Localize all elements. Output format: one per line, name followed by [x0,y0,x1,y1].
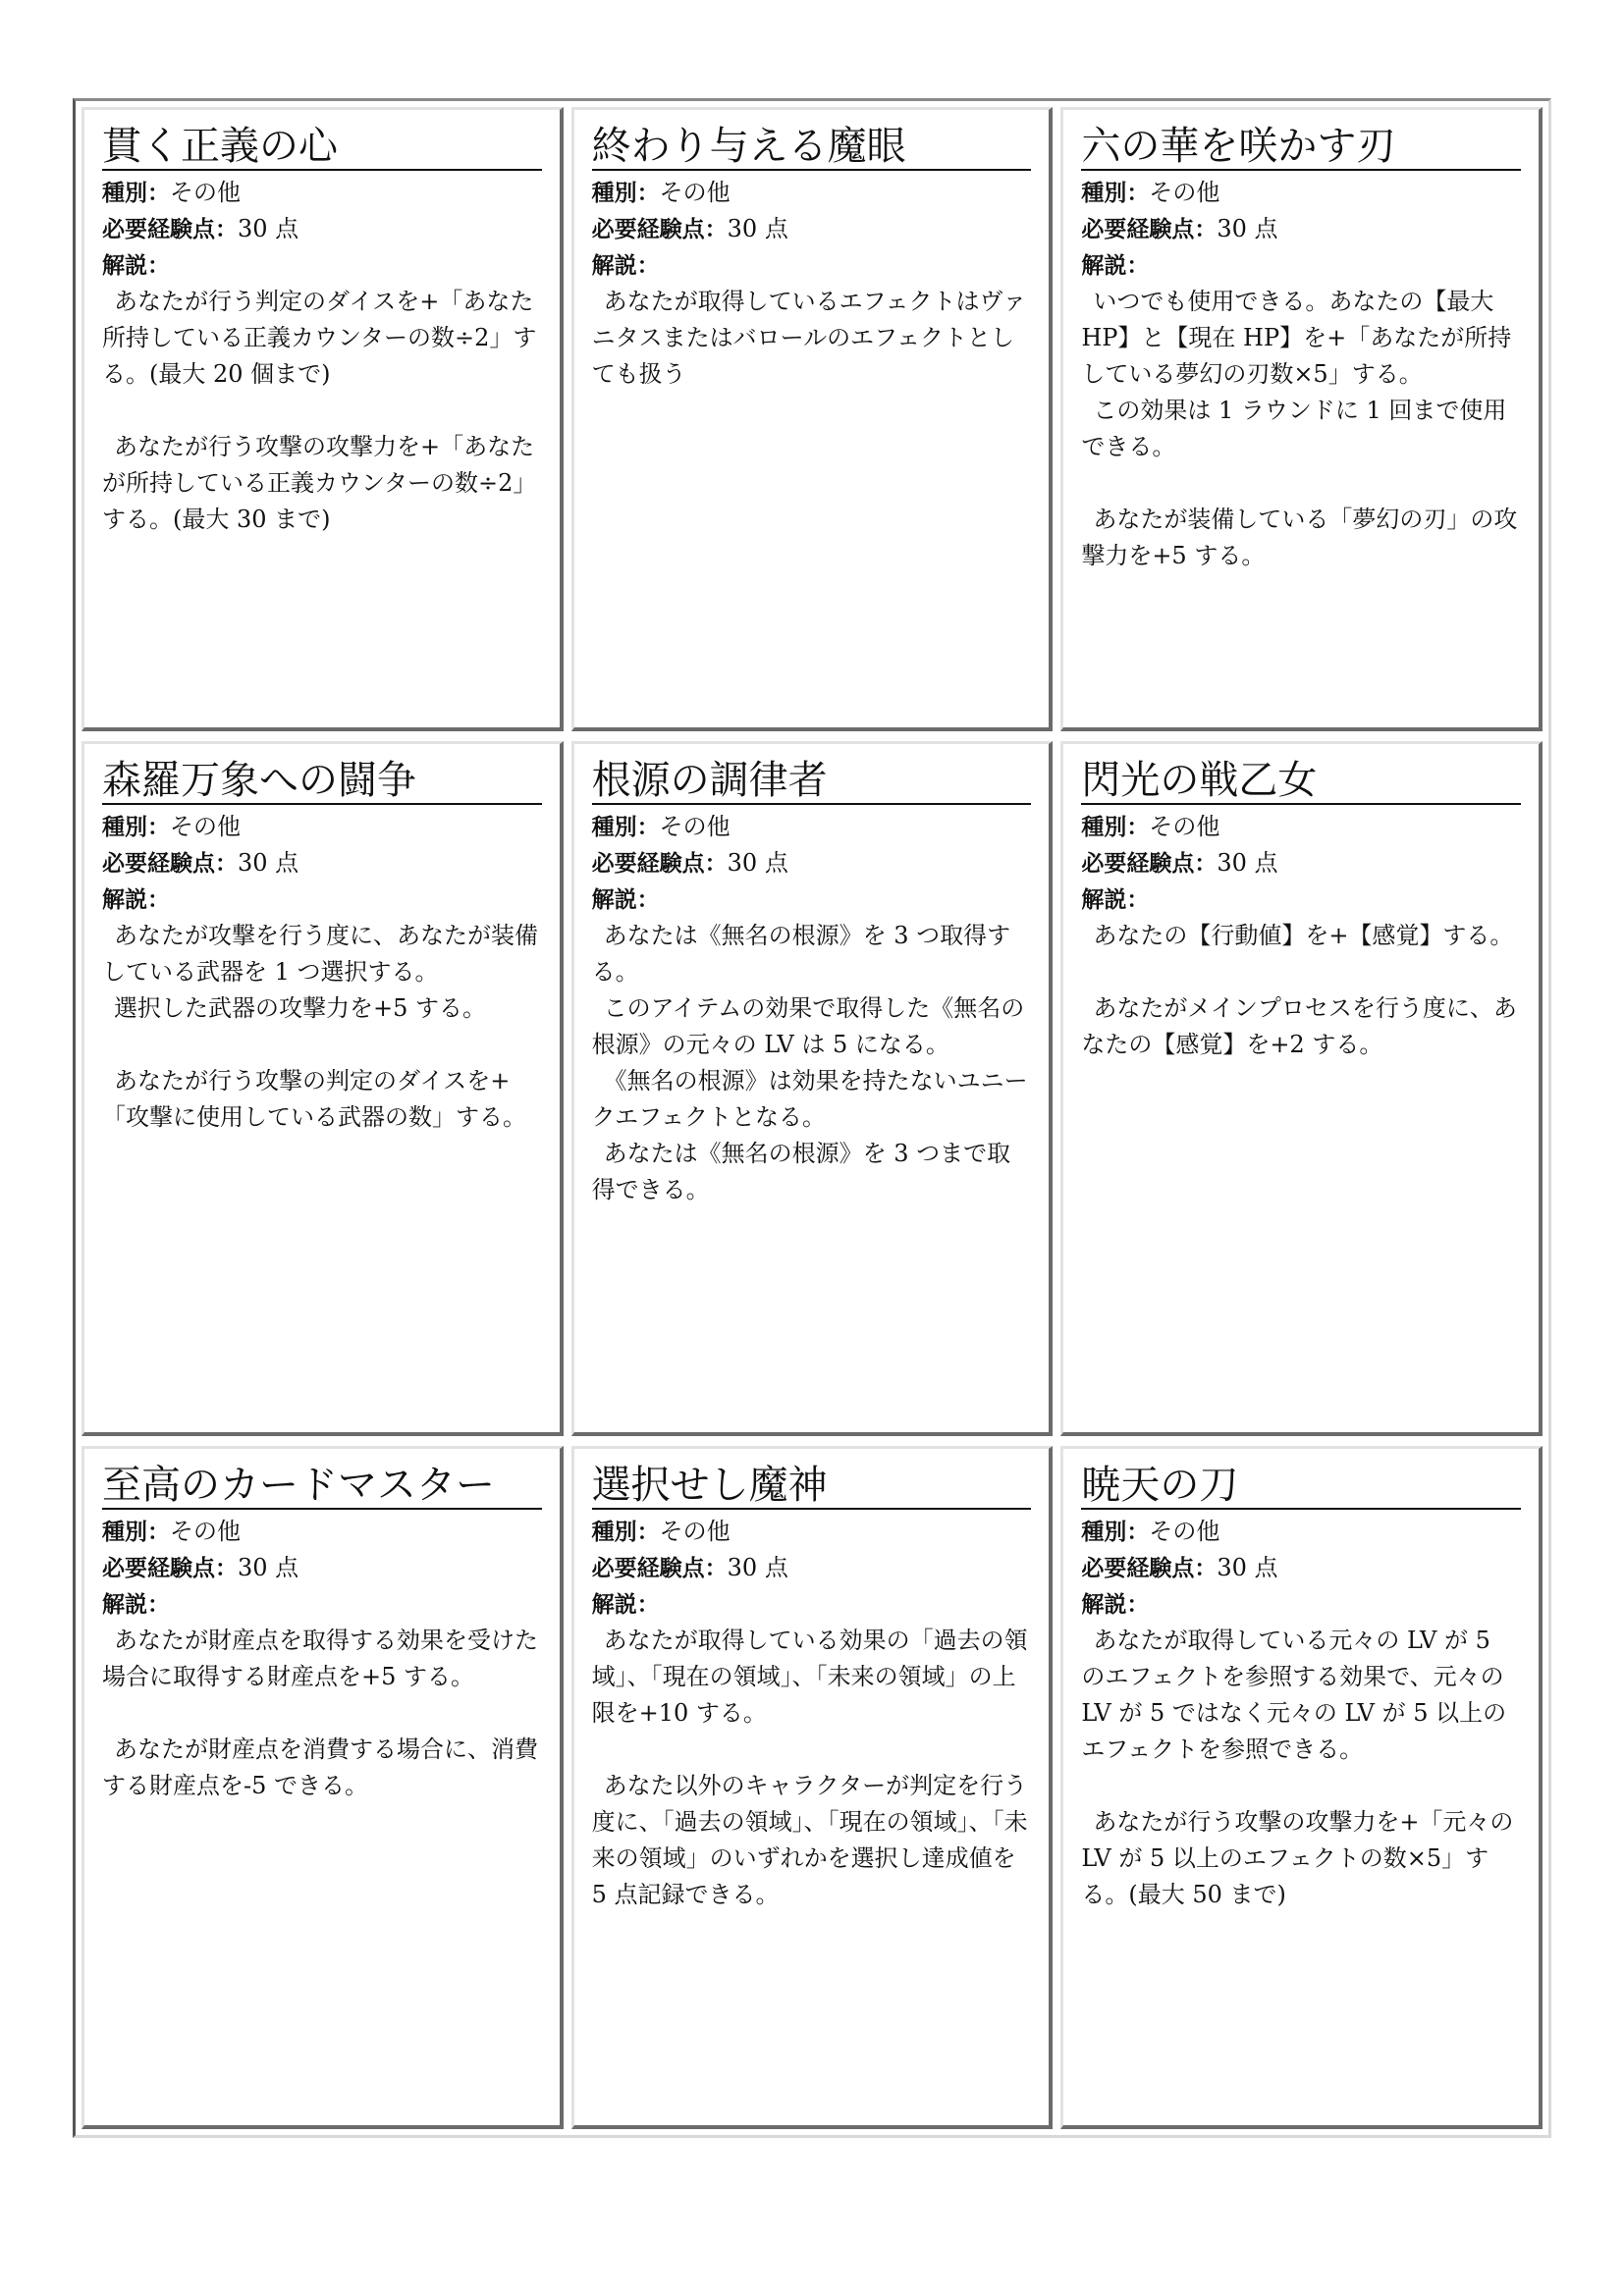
desc-row [1081,881,1521,918]
xp-label: 必要経験点： [102,1556,238,1581]
kind-value: その他 [170,813,241,840]
kind-label: 種別： [102,815,170,840]
item-card [81,1446,564,2129]
description-body [1081,284,1521,574]
xp-row [102,1550,542,1586]
description-paragraph: あなた以外のキャラクターが判定を行う度に、「過去の領域」、「現在の領域」、「未来の領域」のいずれかを選択し達成値を 5 点記録できる。 [591,1772,1028,1908]
xp-row [1081,211,1521,247]
description-body [102,918,542,1136]
description-body [592,1623,1032,1913]
xp-value: 30 点 [727,1554,788,1581]
paragraph-gap [102,393,542,429]
desc-label: 解説： [102,887,170,913]
description-paragraph: あなたの【行動値】を+【感覚】する。 [1093,922,1514,949]
kind-label: 種別： [1081,815,1150,840]
xp-value: 30 点 [727,215,788,242]
kind-label: 種別： [1081,1520,1150,1545]
item-card [81,107,564,731]
kind-value: その他 [170,179,241,206]
kind-row [592,1514,1032,1550]
xp-row [102,845,542,881]
xp-row [592,845,1032,881]
kind-row [592,809,1032,845]
description-paragraph: あなたが取得している効果の「過去の領域」、「現在の領域」、「未来の領域」の上限を+10 する。 [591,1627,1028,1727]
card-title: 選択せし魔神 [592,1463,1032,1510]
description-body [102,284,542,538]
xp-row [592,211,1032,247]
card-title: 貫く正義の心 [102,124,542,171]
xp-row [102,211,542,247]
xp-row [1081,845,1521,881]
paragraph-gap [1081,954,1521,990]
description-paragraph: あなたが財産点を取得する効果を受けた場合に取得する財産点を+5 する。 [102,1627,538,1690]
kind-label: 種別： [591,181,660,206]
desc-row [102,881,542,918]
paragraph-gap [102,1695,542,1732]
xp-value: 30 点 [1217,215,1278,242]
paragraph-gap [592,1732,1032,1768]
xp-label: 必要経験点： [591,851,728,877]
desc-label: 解説： [1081,887,1150,913]
description-paragraph: あなたは《無名の根源》を 3 つまで取得できる。 [591,1140,1011,1203]
description-paragraph: あなたが行う攻撃の攻撃力を+「元々の LV が 5 以上のエフェクトの数×5」する。(最大 50 まで) [1081,1808,1514,1908]
description-paragraph: あなたが取得している元々の LV が 5 のエフェクトを参照する効果で、元々の LV が 5 ではなく元々の LV が 5 以上のエフェクトを参照できる。 [1081,1627,1507,1763]
kind-value: その他 [1149,813,1220,840]
kind-row [1081,1514,1521,1550]
desc-label: 解説： [1081,253,1150,279]
description-paragraph: このアイテムの効果で取得した《無名の根源》の元々の LV は 5 になる。 [591,994,1025,1058]
kind-row [1081,175,1521,211]
card-title: 六の華を咲かす刃 [1081,124,1521,171]
kind-value: その他 [170,1518,241,1545]
xp-label: 必要経験点： [1081,851,1218,877]
card-sheet [73,98,1551,2138]
kind-value: その他 [659,179,731,206]
card-grid [81,107,1543,2129]
description-body [102,1623,542,1804]
xp-row [592,1550,1032,1586]
xp-label: 必要経験点： [102,851,238,877]
desc-label: 解説： [591,887,660,913]
kind-label: 種別： [591,1520,660,1545]
desc-row [592,247,1032,284]
desc-row [102,247,542,284]
description-paragraph: あなたが取得しているエフェクトはヴァニタスまたはバロールのエフェクトとしても扱う [591,288,1027,388]
kind-row [102,175,542,211]
card-title: 森羅万象への闘争 [102,758,542,805]
description-paragraph: あなたが装備している「夢幻の刃」の攻撃力を+5 する。 [1081,506,1518,569]
item-card [571,741,1054,1436]
xp-value: 30 点 [238,849,299,877]
xp-value: 30 点 [727,849,788,877]
kind-value: その他 [659,813,731,840]
xp-value: 30 点 [1217,1554,1278,1581]
kind-row [102,1514,542,1550]
description-paragraph: あなたが攻撃を行う度に、あなたが装備している武器を 1 つ選択する。 [102,922,538,986]
description-paragraph: 選択した武器の攻撃力を+5 する。 [114,994,487,1022]
desc-label: 解説： [102,1592,170,1618]
description-body [1081,1623,1521,1913]
description-paragraph: 《無名の根源》は効果を持たないユニークエフェクトとなる。 [591,1067,1028,1131]
desc-row [1081,1586,1521,1623]
item-card [571,107,1054,731]
xp-value: 30 点 [238,215,299,242]
card-title: 閃光の戦乙女 [1081,758,1521,805]
item-card [1060,741,1543,1436]
desc-row [592,881,1032,918]
kind-row [592,175,1032,211]
xp-label: 必要経験点： [1081,1556,1218,1581]
description-paragraph: あなたが行う判定のダイスを+「あなた所持している正義カウンターの数÷2」する。(最大 20 個まで) [102,288,537,388]
kind-row [102,809,542,845]
desc-row [592,1586,1032,1623]
kind-value: その他 [659,1518,731,1545]
xp-label: 必要経験点： [1081,217,1218,242]
description-paragraph: この効果は 1 ラウンドに 1 回まで使用できる。 [1081,397,1507,460]
item-card [81,741,564,1436]
kind-label: 種別： [591,815,660,840]
description-paragraph: あなたがメインプロセスを行う度に、あなたの【感覚】を+2 する。 [1081,994,1517,1058]
kind-value: その他 [1149,179,1220,206]
item-card [1060,1446,1543,2129]
xp-label: 必要経験点： [102,217,238,242]
kind-value: その他 [1149,1518,1220,1545]
paragraph-gap [1081,465,1521,502]
xp-label: 必要経験点： [591,1556,728,1581]
description-paragraph: あなたが財産点を消費する場合に、消費する財産点を-5 できる。 [102,1735,538,1799]
desc-label: 解説： [1081,1592,1150,1618]
xp-label: 必要経験点： [591,217,728,242]
description-paragraph: あなたが行う攻撃の攻撃力を+「あなたが所持している正義カウンターの数÷2」する。(最大 30 まで) [102,433,537,533]
xp-value: 30 点 [238,1554,299,1581]
kind-row [1081,809,1521,845]
card-title: 暁天の刀 [1081,1463,1521,1510]
description-paragraph: あなたは《無名の根源》を 3 つ取得する。 [591,922,1011,986]
desc-label: 解説： [591,253,660,279]
desc-label: 解説： [102,253,170,279]
description-paragraph: いつでも使用できる。あなたの【最大 HP】と【現在 HP】を+「あなたが所持している夢幻の刃数×5」する。 [1081,288,1512,388]
item-card [1060,107,1543,731]
description-body [592,284,1032,393]
paragraph-gap [102,1027,542,1063]
kind-label: 種別： [102,1520,170,1545]
kind-label: 種別： [102,181,170,206]
desc-label: 解説： [591,1592,660,1618]
paragraph-gap [1081,1768,1521,1804]
xp-row [1081,1550,1521,1586]
desc-row [102,1586,542,1623]
card-title: 終わり与える魔眼 [592,124,1032,171]
description-body [1081,918,1521,1063]
description-paragraph: あなたが行う攻撃の判定のダイスを+「攻撃に使用している武器の数」する。 [102,1067,526,1131]
xp-value: 30 点 [1217,849,1278,877]
kind-label: 種別： [1081,181,1150,206]
card-title: 根源の調律者 [592,758,1032,805]
card-title: 至高のカードマスター [102,1463,542,1510]
item-card [571,1446,1054,2129]
description-body [592,918,1032,1208]
desc-row [1081,247,1521,284]
